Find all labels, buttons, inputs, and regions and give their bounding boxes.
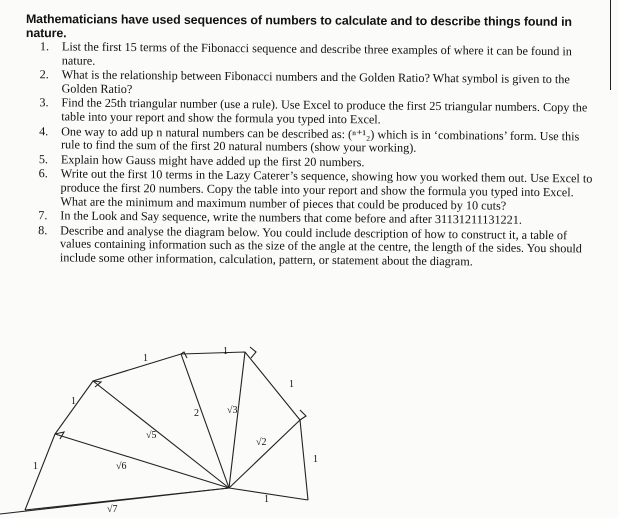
root-spiral-diagram — [0, 338, 618, 518]
side-label: 1 — [71, 396, 76, 407]
spiral-hypotenuse — [55, 434, 229, 488]
spiral-hypotenuse — [229, 420, 300, 488]
question-number: 6. — [38, 166, 48, 181]
spiral-hypotenuse — [181, 354, 229, 488]
question-number: 5. — [38, 151, 49, 167]
spiral-hypotenuse — [229, 352, 245, 488]
question-number: 4. — [39, 123, 49, 138]
question-number: 8. — [38, 222, 48, 237]
question-text: One way to add up n natural numbers can be described as: (ⁿ⁺¹₂) which is in ‘combinations’ form. Use this rule to find the sum of the first 20 natural numbers (show your working). — [60, 123, 580, 155]
worksheet-heading: Mathematicians have used sequences of numbers to calculate and to describe things found in nature. — [25, 12, 572, 41]
right-angle-mark — [250, 347, 256, 358]
question-list — [18, 40, 594, 271]
question-text: Explain how Gauss might have added up the first 20 numbers. — [60, 152, 365, 170]
side-label: 1 — [143, 353, 148, 364]
page-edge-line — [610, 0, 611, 90]
spiral-hypotenuse — [93, 381, 229, 488]
side-label: 1 — [33, 461, 38, 472]
question-number: 1. — [39, 39, 50, 54]
question-number: 2. — [39, 67, 49, 82]
hypotenuse-label: √6 — [116, 461, 127, 472]
question-text: Find the 25th triangular number (use a rule). Use Excel to produce the first 25 triangular numbers. Copy the table into your report and show the formula you typed into Excel. — [61, 95, 588, 127]
side-label: 1 — [223, 346, 228, 357]
question-number: 3. — [39, 95, 49, 110]
question-text: Write out the first 10 terms in the Lazy Caterer’s sequence, showing how you worked them out. Use Excel to produce the first 20 numbers. Copy the table into your report and show the formula you typed into Excel. What are the minimum and maximum number of pieces that could be produced by 10 cuts? — [60, 166, 593, 213]
hypotenuse-label: √3 — [227, 405, 238, 416]
root-spiral-svg — [0, 338, 618, 518]
hypotenuse-label: √5 — [146, 430, 157, 441]
question-text: Describe and analyse the diagram below. You could include description of how to construct it, a table of values containing information such as the size of the angle at the centre, the length of the sides. You should include some other information, calculation, pattern, or statement about the diagram. — [59, 223, 583, 269]
side-label: 1 — [313, 454, 318, 465]
question-text: List the first 15 terms of the Fibonacci sequence and describe three examples of where it can be found in nature. — [61, 39, 572, 68]
question-item — [18, 224, 592, 270]
right-angle-mark — [300, 410, 306, 420]
question-number: 7. — [38, 208, 48, 223]
side-label: 1 — [264, 494, 269, 505]
hypotenuse-label: √7 — [107, 504, 118, 515]
hypotenuse-label: √2 — [256, 437, 267, 448]
side-label: 1 — [289, 379, 294, 390]
hypotenuse-label: 2 — [194, 408, 199, 419]
question-text: In the Look and Say sequence, write the numbers that come before and after 31131211131221. — [60, 208, 522, 227]
question-text: What is the relationship between Fibonacci numbers and the Golden Ratio? What symbol is given to the Golden Ratio? — [61, 67, 570, 96]
question-item — [18, 167, 592, 213]
spiral-outer-edge — [25, 352, 308, 510]
